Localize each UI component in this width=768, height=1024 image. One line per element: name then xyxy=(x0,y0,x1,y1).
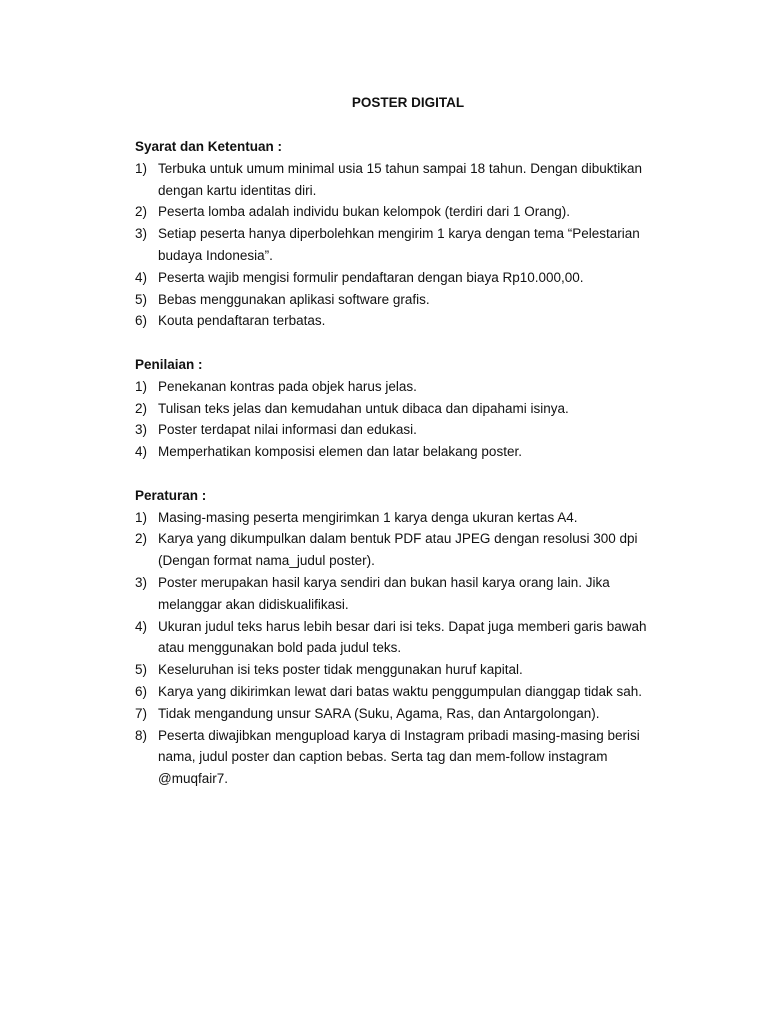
list-item xyxy=(135,725,665,790)
section-peraturan xyxy=(135,485,665,790)
list-number: 3) xyxy=(135,574,148,590)
list-item xyxy=(135,507,665,529)
list-item-text: Setiap peserta hanya diperbolehkan mengirim 1 karya dengan tema “Pelestarian budaya Indonesia”. xyxy=(158,226,640,263)
list-item xyxy=(135,398,665,420)
list-item xyxy=(135,419,665,441)
list-item-text: Penekanan kontras pada objek harus jelas. xyxy=(158,378,417,394)
numbered-list xyxy=(135,507,665,790)
list-item-text: Bebas menggunakan aplikasi software grafis. xyxy=(158,291,430,307)
numbered-list xyxy=(135,158,665,332)
list-item-text: Memperhatikan komposisi elemen dan latar belakang poster. xyxy=(158,444,522,460)
list-item-text: Masing-masing peserta mengirimkan 1 karya denga ukuran kertas A4. xyxy=(158,509,578,525)
list-number: 5) xyxy=(135,291,148,307)
section-heading: Peraturan : xyxy=(135,487,207,503)
list-number: 5) xyxy=(135,662,148,678)
list-number: 4) xyxy=(135,269,148,285)
list-number: 1) xyxy=(135,378,148,394)
list-number: 8) xyxy=(135,727,148,743)
list-item-text: Terbuka untuk umum minimal usia 15 tahun sampai 18 tahun. Dengan dibuktikan dengan kartu identitas diri. xyxy=(158,160,643,198)
list-item-text: Tidak mengandung unsur SARA (Suku, Agama, Ras, dan Antargolongan). xyxy=(158,705,600,721)
list-number: 4) xyxy=(135,444,148,460)
list-item-text: Peserta wajib mengisi formulir pendaftaran dengan biaya Rp10.000,00. xyxy=(158,269,584,285)
list-item-text: Peserta diwajibkan mengupload karya di Instagram pribadi masing-masing berisi nama, judul poster dan caption bebas. Serta tag dan mem-follow instagram @muqfair7. xyxy=(158,727,640,787)
list-item-text: Karya yang dikumpulkan dalam bentuk PDF atau JPEG dengan resolusi 300 dpi (Dengan format nama_judul poster). xyxy=(158,531,638,569)
section-syarat-dan-ketentuan xyxy=(135,136,665,332)
list-item xyxy=(135,528,665,572)
list-number: 6) xyxy=(135,683,148,699)
list-item-text: Tulisan teks jelas dan kemudahan untuk dibaca dan dipahami isinya. xyxy=(158,400,569,416)
list-item-text: Keseluruhan isi teks poster tidak menggunakan huruf kapital. xyxy=(158,662,523,678)
list-item xyxy=(135,572,665,616)
list-item xyxy=(135,223,665,267)
list-number: 1) xyxy=(135,160,148,176)
list-item xyxy=(135,616,665,660)
list-number: 3) xyxy=(135,422,148,438)
list-item-text: Peserta lomba adalah individu bukan kelompok (terdiri dari 1 Orang). xyxy=(158,204,570,220)
list-item xyxy=(135,201,665,223)
list-item-text: Ukuran judul teks harus lebih besar dari isi teks. Dapat juga memberi garis bawah atau menggunakan bold pada judul teks. xyxy=(158,618,647,656)
list-item-text: Karya yang dikirimkan lewat dari batas waktu penggumpulan dianggap tidak sah. xyxy=(158,683,643,699)
list-number: 4) xyxy=(135,618,148,634)
list-number: 2) xyxy=(135,400,148,416)
list-item xyxy=(135,703,665,725)
section-penilaian xyxy=(135,354,665,463)
list-item xyxy=(135,441,665,463)
list-item xyxy=(135,376,665,398)
list-item-text: Kouta pendaftaran terbatas. xyxy=(158,313,326,329)
list-number: 7) xyxy=(135,705,148,721)
list-number: 3) xyxy=(135,226,148,242)
list-item-text: Poster merupakan hasil karya sendiri dan bukan hasil karya orang lain. Jika melanggar akan didiskualifikasi. xyxy=(158,574,610,612)
list-item xyxy=(135,659,665,681)
section-heading: Syarat dan Ketentuan : xyxy=(135,139,283,154)
list-number: 1) xyxy=(135,509,148,525)
list-item xyxy=(135,158,665,202)
numbered-list xyxy=(135,376,665,463)
document-content xyxy=(135,136,665,812)
list-item xyxy=(135,681,665,703)
list-number: 2) xyxy=(135,204,148,220)
list-number: 2) xyxy=(135,531,148,547)
list-number: 6) xyxy=(135,313,148,329)
list-item xyxy=(135,267,665,289)
document-title: POSTER DIGITAL xyxy=(351,95,465,110)
list-item xyxy=(135,310,665,332)
section-heading: Penilaian : xyxy=(135,356,203,372)
list-item-text: Poster terdapat nilai informasi dan edukasi. xyxy=(158,422,417,438)
list-item xyxy=(135,289,665,311)
